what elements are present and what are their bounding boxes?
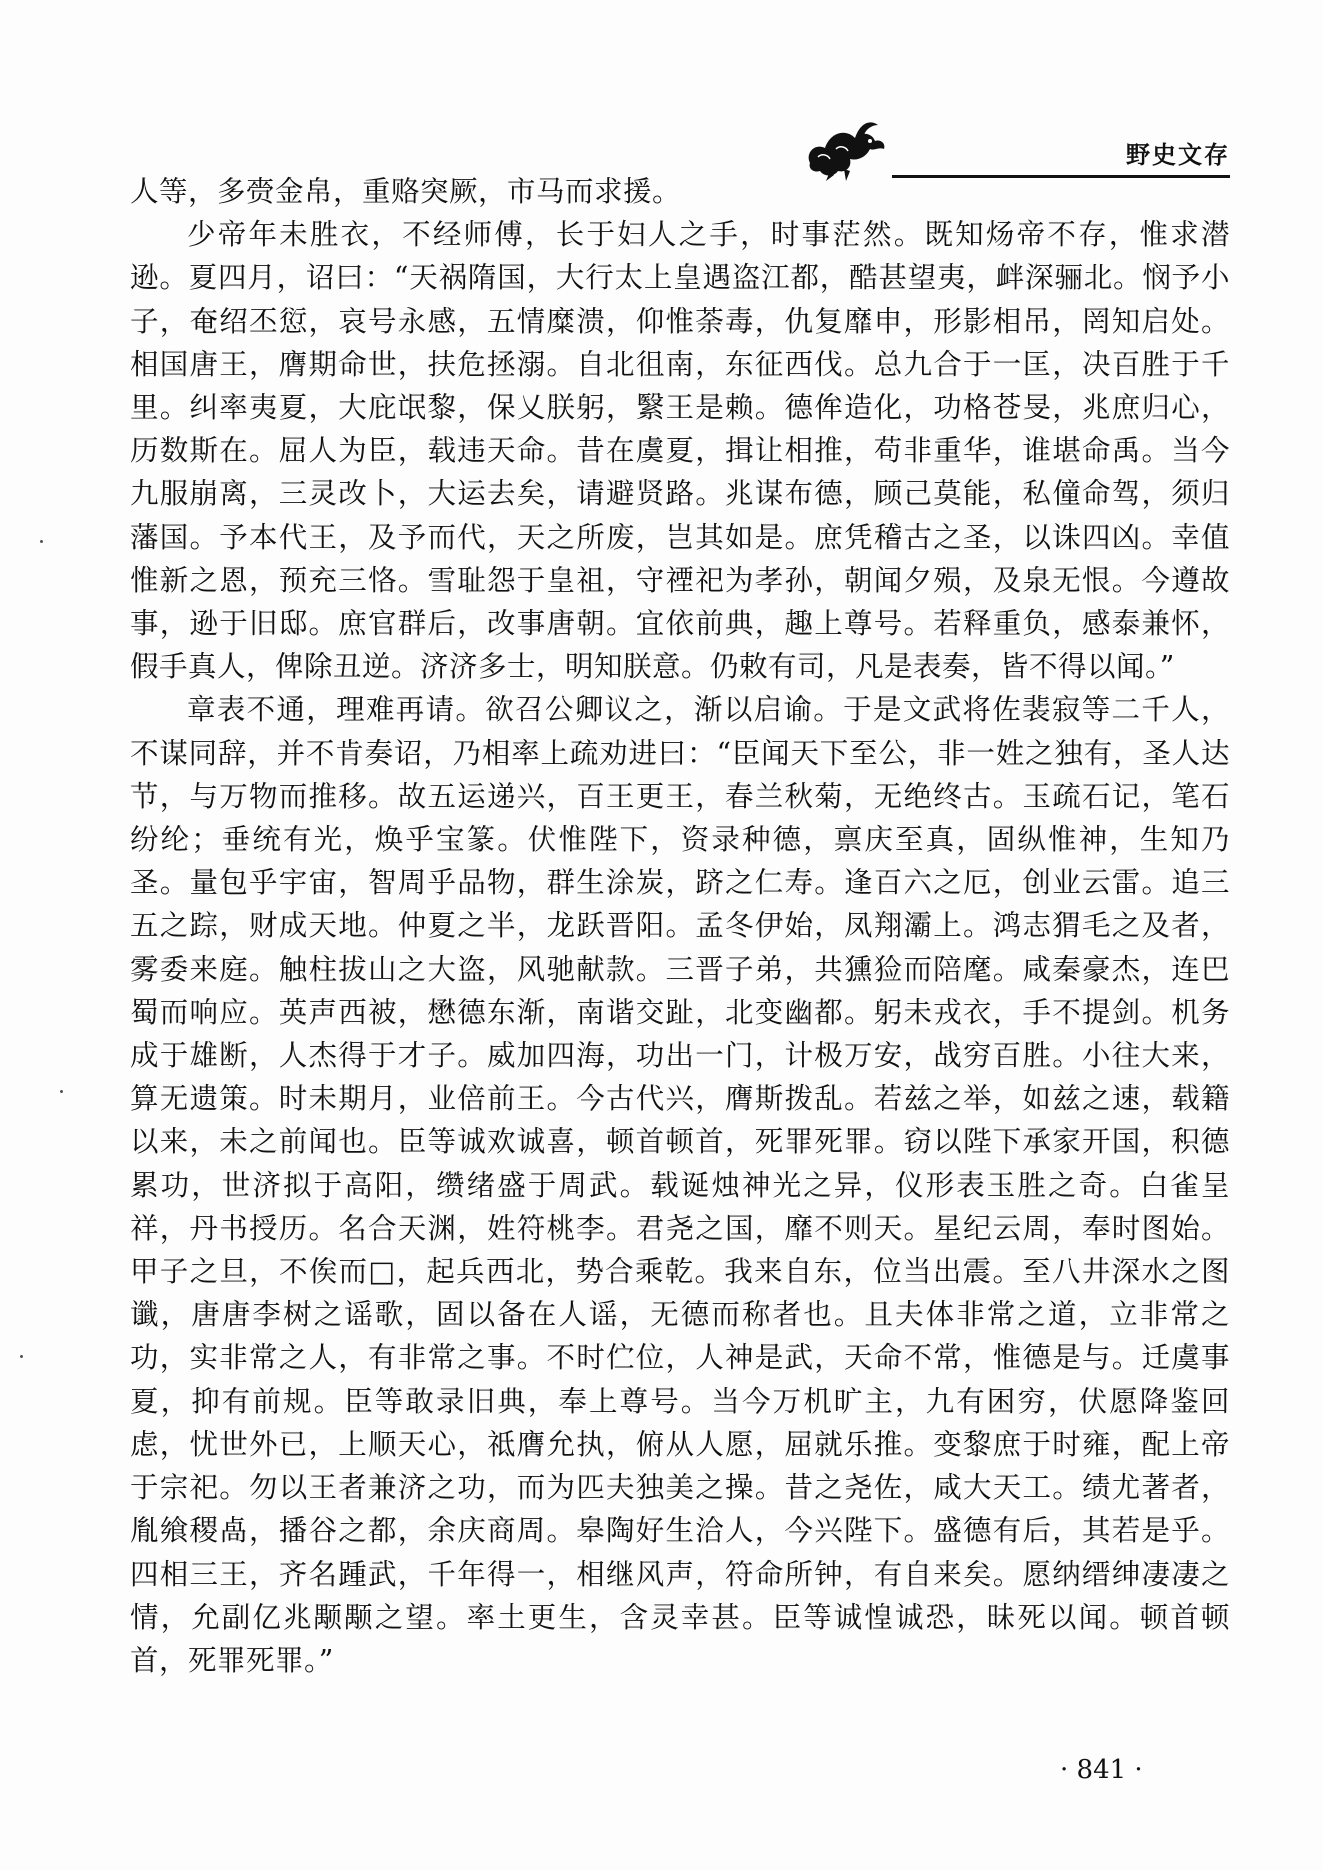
scan-speck (20, 1355, 23, 1358)
header-title: 野史文存 (1126, 141, 1230, 169)
paragraph-1: 人等，多赍金帛，重赂突厥，市马而求援。 (130, 175, 682, 208)
paragraph-2: 少帝年未胜衣，不经师傅，长于妇人之手，时事茫然。既知炀帝不存，惟求潜逊。夏四月，诏曰：“天祸隋国，大行太上皇遇盗江都，酷甚望夷，衅深骊北。悯予小子，奄绍丕愆，哀号永感，五情糜溃，仰惟荼毒，仇复靡申，形影相吊，罔知启处。相国唐王，膺期命世，扶危拯溺。自北徂南，东征西伐。总九合于一匡，决百胜于千里。纠率夷夏，大庇氓黎，保乂朕躬，繄王是赖。德侔造化，功格苍旻，兆庶归心，历数斯在。屈人为臣，载违天命。昔在虞夏，揖让相推，苟非重华，谁堪命禹。当今九服崩离，三灵改卜，大运去矣，请避贤路。兆谋布德，顾己莫能，私僮命驾，须归藩国。予本代王，及予而代，天之所废，岂其如是。庶凭稽古之圣，以诛四凶。幸值惟新之恩，预充三恪。雪耻怨于皇祖，守禋祀为孝孙，朝闻夕殒，及泉无恨。今遵故事，逊于旧邸。庶官群后，改事唐朝。宜依前典，趣上尊号。若释重负，感泰兼怀，假手真人，俾除丑逆。济济多士，明知朕意。仍敕有司，凡是表奏，皆不得以闻。” (130, 218, 1230, 684)
paragraph-3: 章表不通，理难再请。欲召公卿议之，渐以启谕。于是文武将佐裴寂等二千人，不谋同辞，并不肯奏诏，乃相率上疏劝进曰：“臣闻天下至公，非一姓之独有，圣人达节，与万物而推移。故五运递兴，百王更王，春兰秋菊，无绝终古。玉疏石记，笔石纷纶；垂统有光，焕乎宝篆。伏惟陛下，资录种德，禀庆至真，固纵惟神，生知乃圣。量包乎宇宙，智周乎品物，群生涂炭，跻之仁寿。逢百六之厄，创业云雷。追三五之踪，财成天地。仲夏之半，龙跃晋阳。孟冬伊始，凤翔灞上。鸿志猬毛之及者，雾委来庭。触柱拔山之大盗，风驰献款。三晋子弟，共獯猃而陪麾。咸秦豪杰，连巴蜀而响应。英声西被，懋德东渐，南谐交趾，北变幽都。躬未戎衣，手不提剑。机务成于雄断，人杰得于才子。威加四海，功出一门，计极万安，战穷百胜。小往大来，算无遗策。时未期月，业倍前王。今古代兴，膺斯拨乱。若兹之举，如兹之速，载籍以来，未之前闻也。臣等诚欢诚喜，顿首顿首，死罪死罪。窃以陛下承家开国，积德累功，世济拟于高阳，缵绪盛于周武。载诞烛神光之异，仪形表玉胜之奇。白雀呈祥，丹书授历。名合天渊，姓符桃李。君尧之国，靡不则天。星纪云周，奉时图始。甲子之旦，不俟而□，起兵西北，势合乘乾。我来自东，位当出震。至八井深水之图谶，唐唐李树之谣歌，固以备在人谣，无德而称者也。且夫体非常之道，立非常之功，实非常之人，有非常之事。不时伫位，人神是武，天命不常，惟德是与。迁虞事夏，抑有前规。臣等敢录旧典，奉上尊号。当今万机旷主，九有困穷，伏愿降鉴回虑，忧世外已，上顺天心，祗膺允执，俯从人愿，屈就乐推。变黎庶于时雍，配上帝于宗祀。勿以王者兼济之功，而为匹夫独美之操。昔之尧佐，咸大天工。绩尤著者，胤飨稷卨，播谷之都，余庆商周。皋陶好生洽人，今兴陛下。盛德有后，其若是乎。四相三王，齐名踵武，千年得一，相继风声，符命所钟，有自来矣。愿纳缙绅凄凄之情，允副亿兆颙颙之望。率土更生，含灵幸甚。臣等诚惶诚恐，昧死以闻。顿首顿首，死罪死罪。” (130, 693, 1230, 1677)
scan-speck (60, 1090, 63, 1093)
text-body (130, 170, 1230, 1682)
page-number: · 841 · (1060, 1755, 1143, 1785)
scan-speck (40, 540, 43, 543)
